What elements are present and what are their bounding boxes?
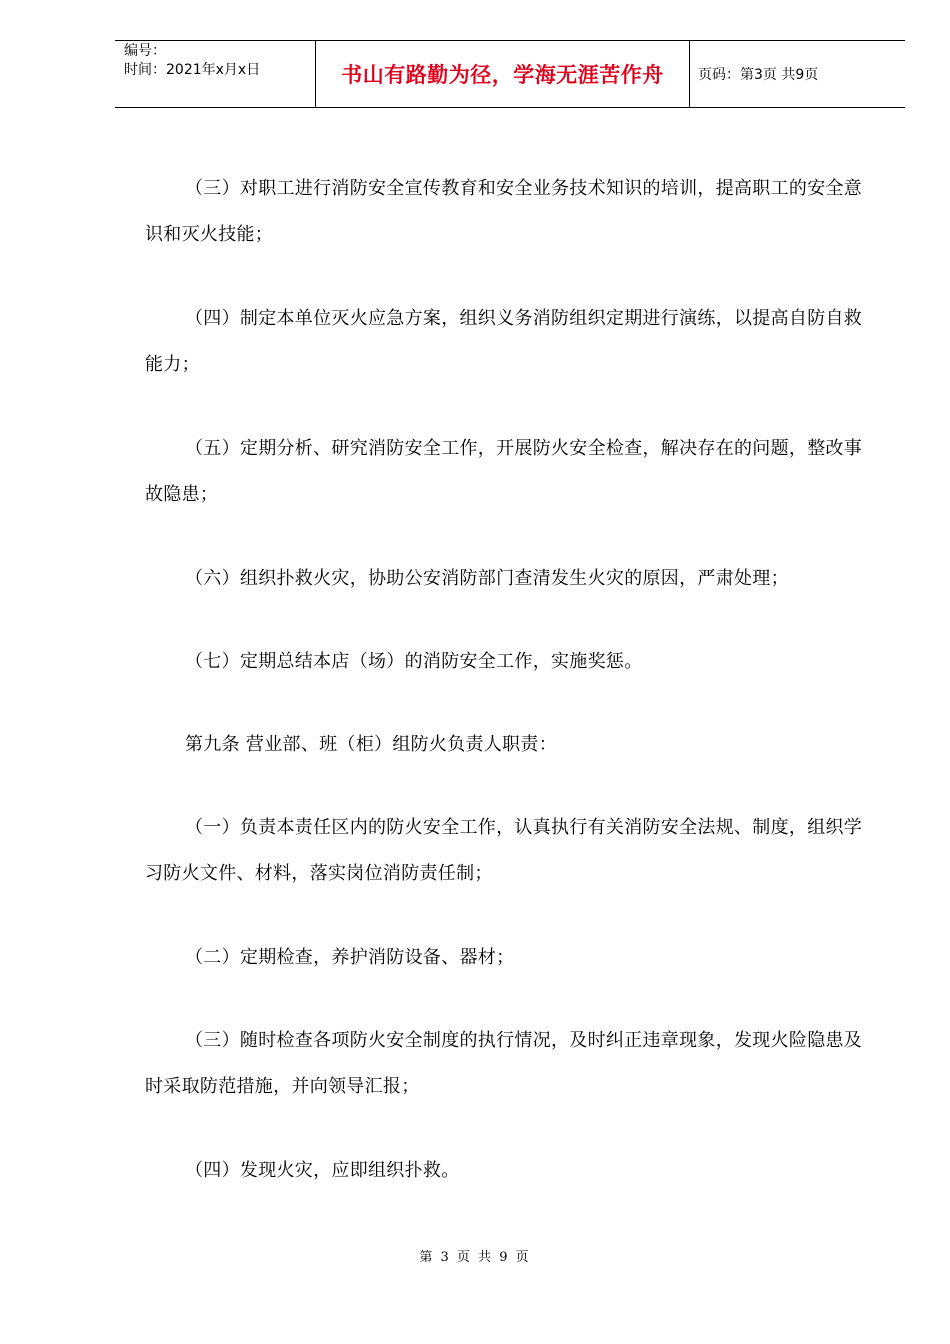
serial-label: 编号： <box>124 43 166 59</box>
time-label: 时间：2021年x月x日 <box>124 62 261 78</box>
header-meta <box>115 41 316 107</box>
duty-3: （三）随时检查各项防火安全制度的执行情况，及时纠正违章现象，发现火险隐患及时采取防范措施，并向领导汇报； <box>145 1030 863 1097</box>
duty-1: （一）负责本责任区内的防火安全工作，认真执行有关消防安全法规、制度，组织学习防火文件、材料，落实岗位消防责任制； <box>145 817 863 884</box>
document-body <box>145 166 875 1231</box>
duty-4: （四）发现火灾，应即组织扑救。 <box>185 1160 460 1181</box>
header-motto: 书山有路勤为径，学海无涯苦作舟 <box>316 41 690 107</box>
duty-2: （二）定期检查，养护消防设备、器材； <box>185 947 515 968</box>
paragraph-3: （三）对职工进行消防安全宣传教育和安全业务技术知识的培训，提高职工的安全意识和灭火技能； <box>145 178 863 245</box>
paragraph-5: （五）定期分析、研究消防安全工作，开展防火安全检查，解决存在的问题，整改事故隐患； <box>145 438 863 505</box>
page-header <box>115 40 905 108</box>
header-page-info: 页码：第3页 共9页 <box>698 67 819 83</box>
paragraph-7: （七）定期总结本店（场）的消防安全工作，实施奖惩。 <box>185 651 643 672</box>
paragraph-6: （六）组织扑救火灾，协助公安消防部门查清发生火灾的原因，严肃处理； <box>185 568 789 589</box>
paragraph-4: （四）制定本单位灭火应急方案，组织义务消防组织定期进行演练，以提高自防自救能力； <box>145 308 863 375</box>
page-footer: 第 3 页 共 9 页 <box>419 1250 531 1265</box>
article-9-heading: 第九条 营业部、班（柜）组防火负责人职责： <box>185 734 558 755</box>
